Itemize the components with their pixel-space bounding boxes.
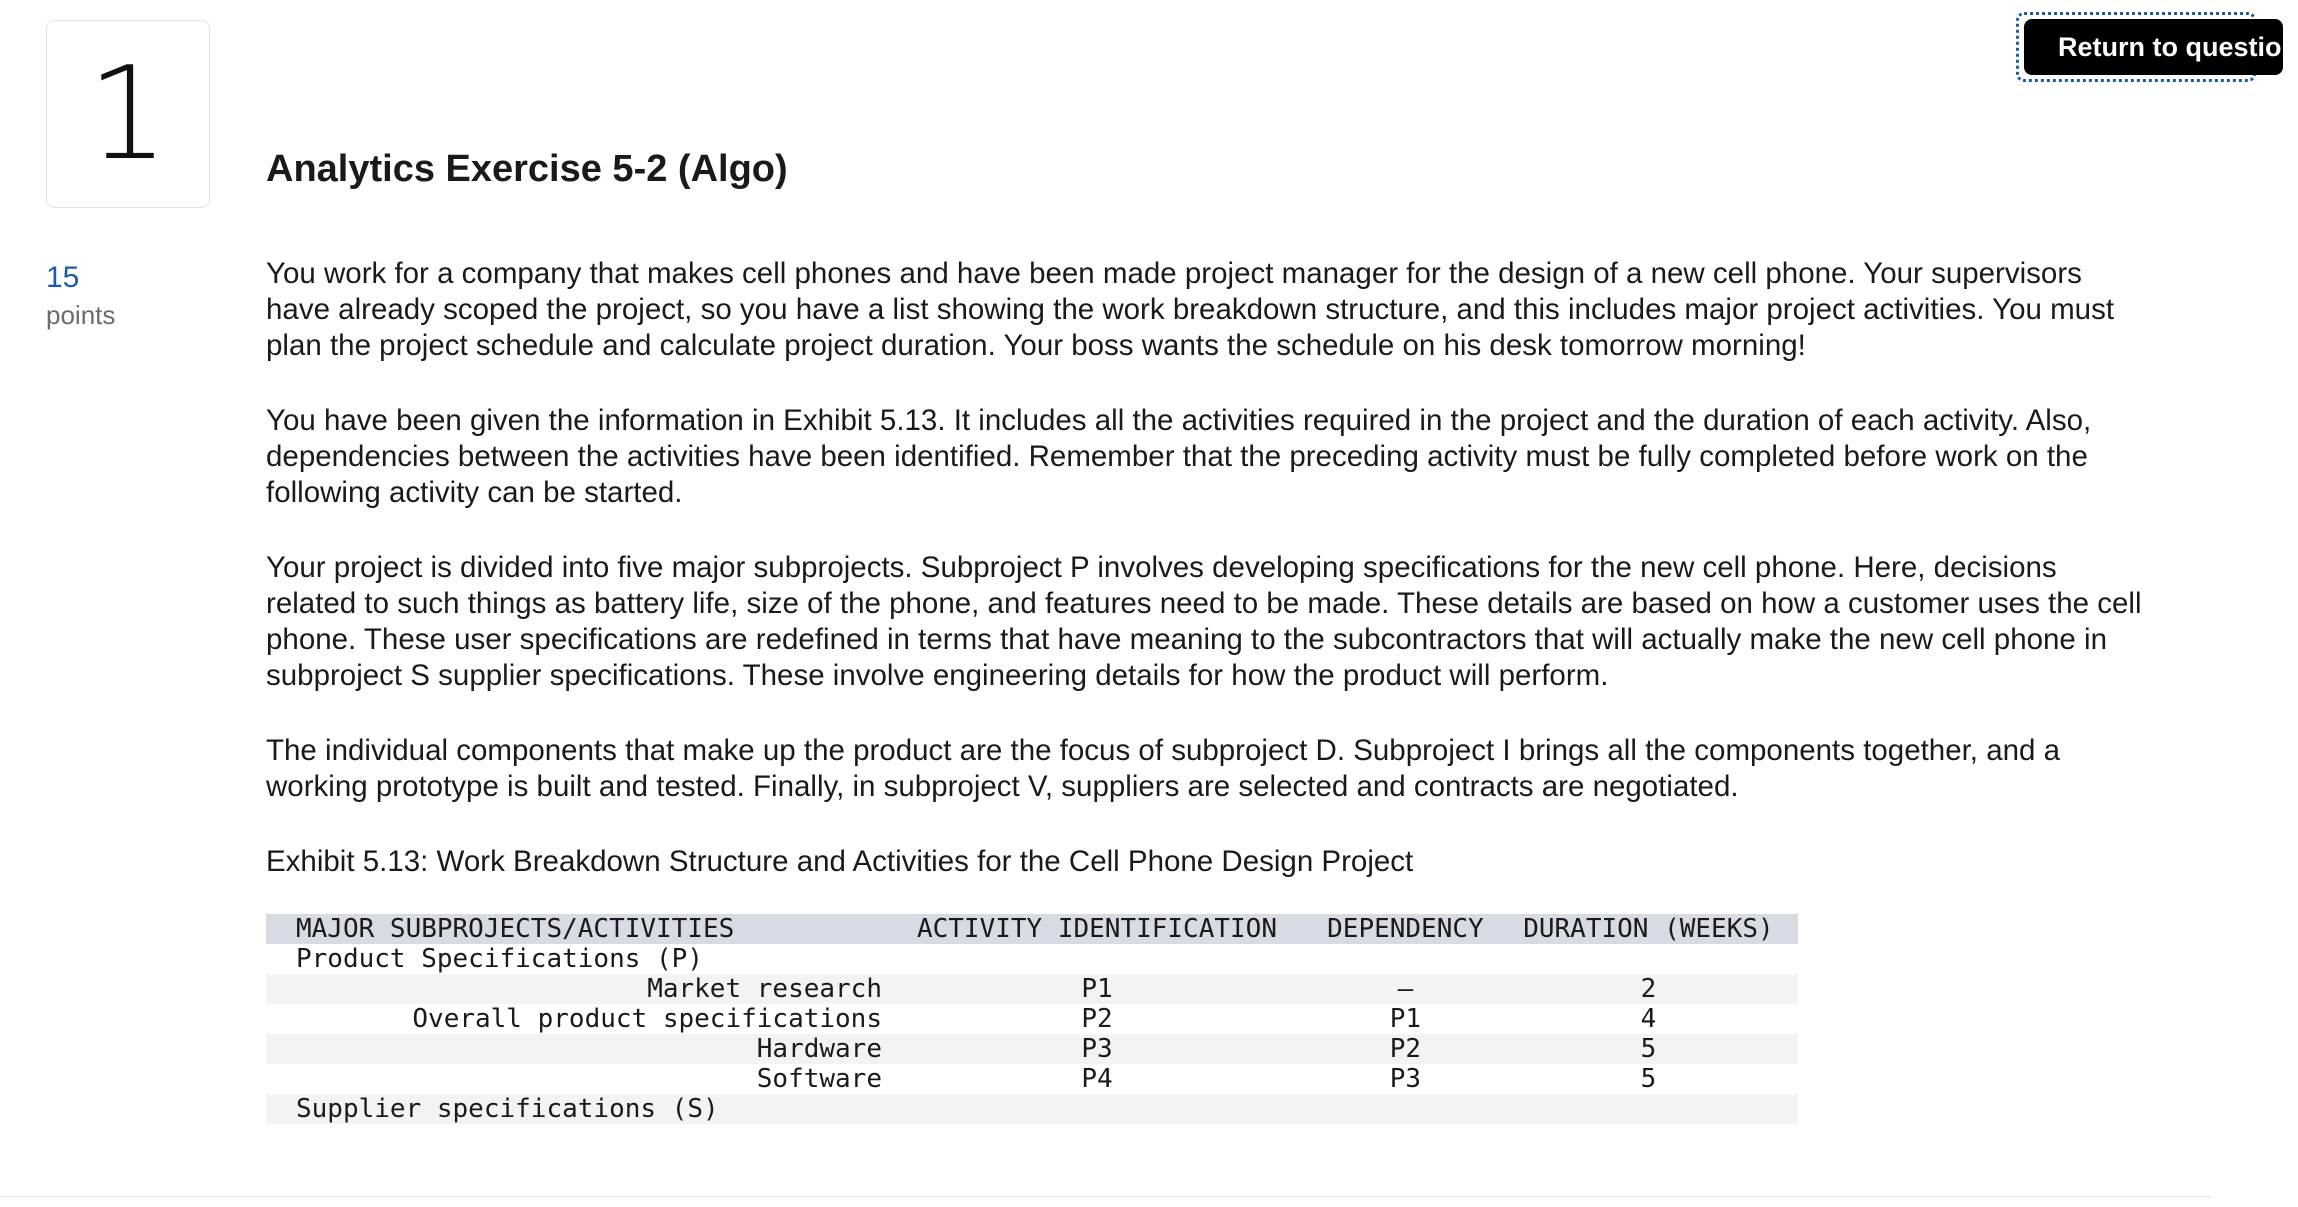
return-button-focus-ring <box>2016 12 2298 82</box>
table-row <box>266 1064 1798 1094</box>
activity-cell: Hardware <box>756 1034 882 1064</box>
duration-cell: 2 <box>1640 974 1657 1004</box>
paragraph-components: The individual components that make up the product are the focus of subproject D. Subproject I brings all the components together, and a working prototype is built and tested. Finally, in subproject V, suppliers are selected and contracts are negotiated. <box>266 734 2061 803</box>
dependency-cell: P1 <box>1389 1004 1422 1034</box>
points-block <box>46 258 115 332</box>
id-cell: P3 <box>1081 1034 1113 1064</box>
table-group-row <box>266 1094 1798 1124</box>
paragraph-subprojects: Your project is divided into five major subprojects. Subproject P involves developing specifications for the new cell phone. Here, decisions related to such things as battery life, size of the phone, and features need to be made. These details are based on how a customer uses the cell phone. These user specifications are redefined in terms that have meaning to the subcontractors that will actually make the new cell phone in subproject S supplier specifications. These involve engineering details for how the product will perform. <box>266 551 2142 692</box>
header-activity-id: ACTIVITY IDENTIFICATION <box>916 914 1277 944</box>
activity-cell: Software <box>756 1064 882 1094</box>
paragraph-exhibit-info: You have been given the information in Exhibit 5.13. It includes all the activities required in the project and the duration of each activity. Also, dependencies between the activities have been identified. Remember that the preceding activity must be fully completed before work on the following activity can be started. <box>266 404 2092 509</box>
table-group-row <box>266 944 1798 974</box>
question-body <box>266 256 2146 1124</box>
duration-cell: 5 <box>1640 1064 1657 1094</box>
wbs-table <box>266 914 1798 1124</box>
id-cell: P2 <box>1081 1004 1113 1034</box>
table-row <box>266 1004 1798 1034</box>
group-label: Supplier specifications (S) <box>296 1094 719 1124</box>
header-activity: MAJOR SUBPROJECTS/ACTIVITIES <box>296 914 735 944</box>
duration-cell: 5 <box>1640 1034 1657 1064</box>
page-title: Analytics Exercise 5-2 (Algo) <box>266 148 788 190</box>
question-number: 1 <box>87 39 169 189</box>
paragraph-intro: You work for a company that makes cell phones and have been made project manager for the design of a new cell phone. Your supervisors have already scoped the project, so you have a list showing the work breakdown structure, and this includes major project activities. You must plan the project schedule and calculate project duration. Your boss wants the schedule on his desk tomorrow morning! <box>266 257 2115 362</box>
duration-cell: 4 <box>1640 1004 1657 1034</box>
table-row <box>266 974 1798 1004</box>
dependency-cell: P2 <box>1389 1034 1422 1064</box>
question-number-box <box>46 20 210 208</box>
dependency-cell: – <box>1397 974 1414 1004</box>
id-cell: P4 <box>1081 1064 1113 1094</box>
group-label: Product Specifications (P) <box>296 944 703 974</box>
header-duration: DURATION (WEEKS) <box>1523 914 1774 944</box>
activity-cell: Overall product specifications <box>412 1004 882 1034</box>
activity-cell: Market research <box>647 974 882 1004</box>
dependency-cell: P3 <box>1389 1064 1422 1094</box>
points-label: points <box>46 300 116 330</box>
table-row <box>266 1034 1798 1064</box>
points-value: 15 <box>46 261 80 294</box>
exhibit-caption: Exhibit 5.13: Work Breakdown Structure and Activities for the Cell Phone Design Project <box>266 845 1414 878</box>
table-header-row <box>266 914 1798 944</box>
viewport-bottom-edge <box>0 1196 2212 1207</box>
header-dependency: DEPENDENCY <box>1327 914 1484 944</box>
return-to-question-button[interactable]: Return to question <box>2024 19 2283 75</box>
id-cell: P1 <box>1081 974 1113 1004</box>
